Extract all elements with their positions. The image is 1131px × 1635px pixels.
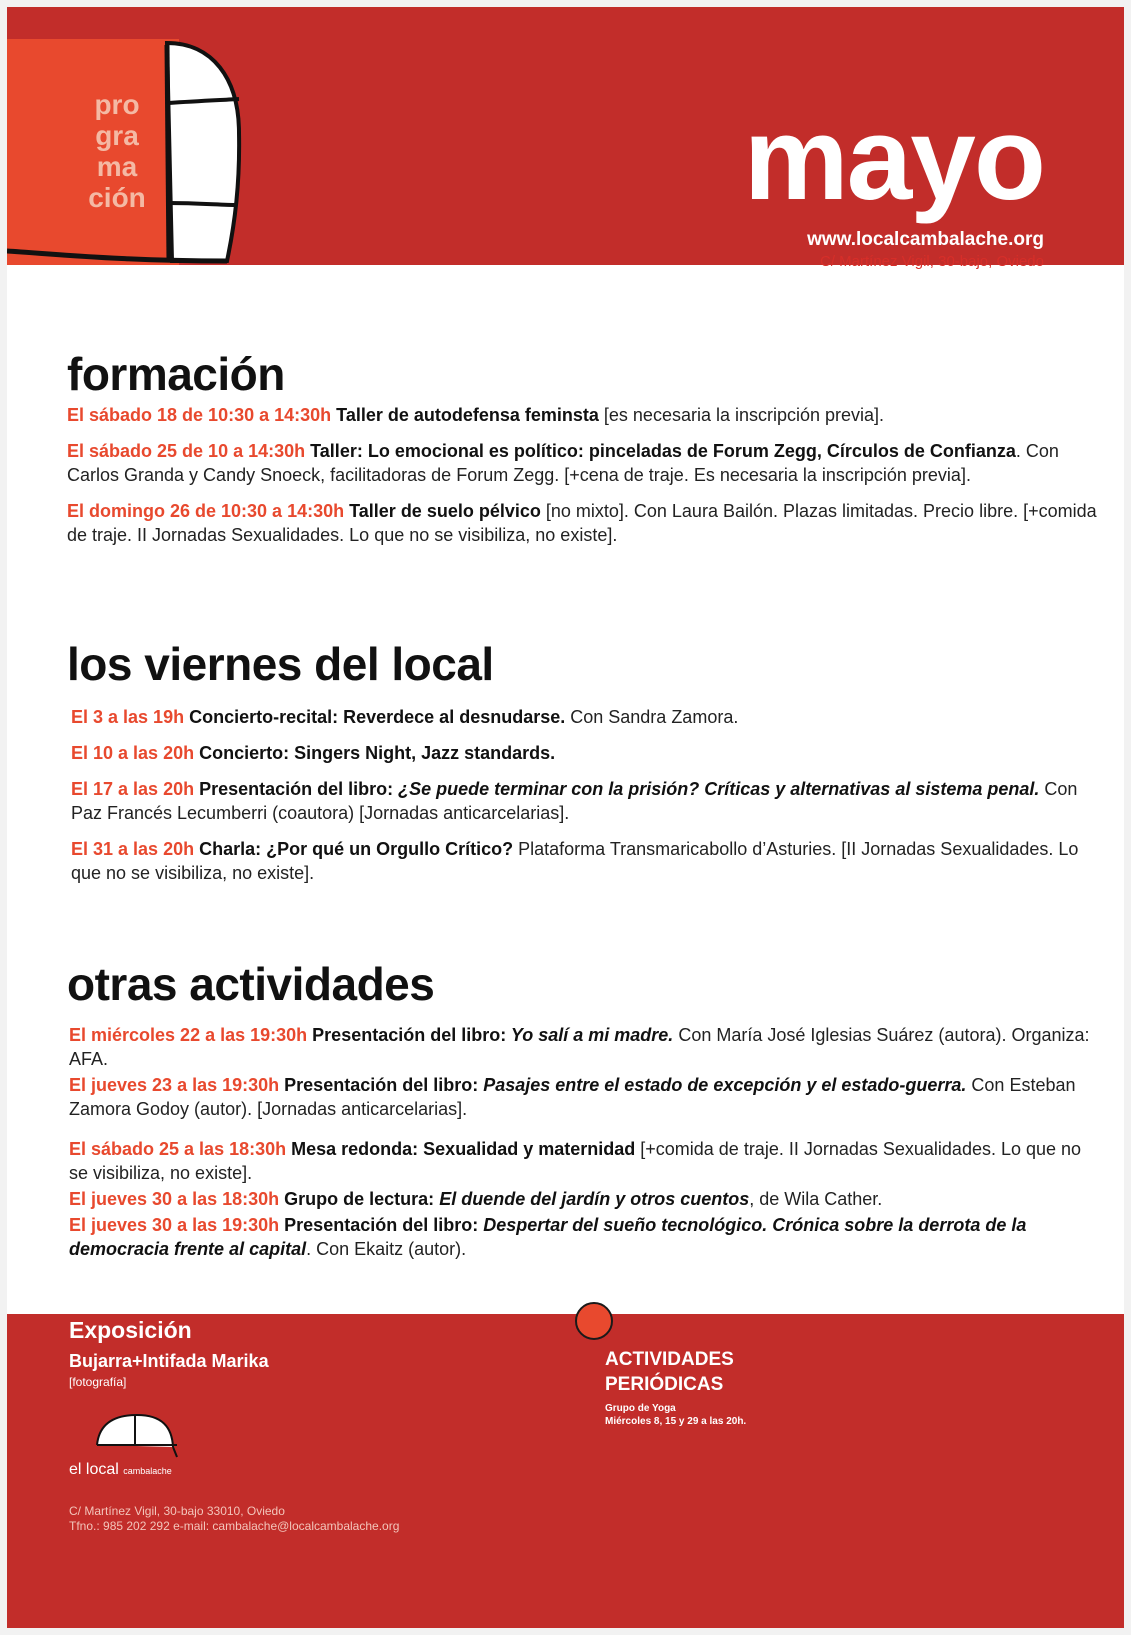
periodicas-text [605,1402,746,1428]
periodicas-heading [605,1347,734,1397]
exposicion-heading: Exposición [69,1317,192,1343]
list-item [71,705,1101,729]
item-rest: [es necesaria la inscripción previa]. [598,405,885,425]
item-rest: Con Sandra Zamora. [565,707,739,727]
item-title: Taller de autodefensa feminsta [336,405,599,425]
list-item [67,499,1097,547]
item-when: El sábado 25 de 10 a 14:30h [67,441,306,461]
item-rest: , de Wila Cather. [749,1189,883,1209]
local-name-main: el local [69,1461,119,1478]
item-when: El jueves 30 a las 19:30h [69,1215,280,1235]
item-rest: . Con Carlos Granda y Candy Snoeck, facilitadoras de Forum Zegg. [+cena de traje. Es necesaria la inscripción previa]. [67,441,1059,485]
item-when: El domingo 26 de 10:30 a 14:30h [67,501,345,521]
list-item [71,777,1101,825]
item-when: El 17 a las 20h [71,779,195,799]
item-title: Presentación del libro: [199,779,394,799]
periodicas-item: Grupo de Yoga [605,1403,676,1414]
section-title-otras: otras actividades [67,958,435,1010]
item-title: Concierto: Singers Night, Jazz standards. [199,743,556,763]
item-italic: Despertar del sueño tecnológico. Crónica sobre la derrota de la democracia frente al capital [69,1215,1027,1259]
header-address: C/ Martínez Vigil, 30-bajo, Oviedo [820,253,1044,270]
prog-line: pro [94,89,140,120]
item-title: Mesa redonda: Sexualidad y maternidad [291,1139,636,1159]
list-item [67,403,1097,427]
item-rest: [no mixto]. Con Laura Bailón. Plazas limitadas. Precio libre. [+comida de traje. II Jornadas Sexualidades. Lo que no se visibiliza, no existe]. [67,501,1097,545]
footer-contact-line: Tfno.: 985 202 292 e-mail: cambalache@localcambalache.org [69,1519,400,1533]
item-title: Presentación del libro: [284,1215,479,1235]
item-title: Concierto-recital: Reverdece al desnudarse. [189,707,566,727]
periodicas-line: PERIÓDICAS [605,1374,724,1395]
list-item [71,741,1101,765]
item-when: El miércoles 22 a las 19:30h [69,1025,308,1045]
circle-icon [575,1302,613,1340]
formacion-list [67,403,1097,559]
footer-address-line: C/ Martínez Vigil, 30-bajo 33010, Oviedo [69,1504,285,1518]
list-item [69,1137,1099,1185]
periodicas-item: Miércoles 8, 15 y 29 a las 20h. [605,1416,747,1427]
item-title: Presentación del libro: [312,1025,507,1045]
viernes-list [71,705,1101,897]
exposicion-subtitle: [fotografía] [69,1375,127,1389]
local-logo-icon [67,1405,187,1461]
item-when: El 10 a las 20h [71,743,195,763]
list-item [69,1023,1099,1071]
item-when: El 31 a las 20h [71,839,195,859]
item-italic: Yo salí a mi madre. [506,1025,674,1045]
item-when: El jueves 23 a las 19:30h [69,1075,280,1095]
item-title: Charla: ¿Por qué un Orgullo Crítico? [199,839,514,859]
periodicas-line: ACTIVIDADES [605,1349,734,1370]
poster [7,7,1124,1628]
item-when: El sábado 25 a las 18:30h [69,1139,287,1159]
list-item [69,1187,1099,1211]
otras-list [69,1023,1099,1263]
list-item [69,1213,1099,1261]
section-title-formacion: formación [67,348,285,400]
item-title: Taller: Lo emocional es político: pinceladas de Forum Zegg, Círculos de Confianza [310,441,1016,461]
item-rest: . Con Ekaitz (autor). [306,1239,467,1259]
footer-address [69,1504,399,1534]
local-name [69,1461,172,1479]
prog-line: gra [95,120,139,151]
month-title: mayo [743,93,1044,225]
prog-line: ma [96,151,138,182]
item-rest: Con Paz Francés Lecumberri (coautora) [Jornadas anticarcelarias]. [71,779,1078,823]
local-name-small: cambalache [123,1466,172,1476]
list-item [71,837,1101,885]
item-rest: Plataforma Transmaricabollo d’Asturies. [II Jornadas Sexualidades. Lo que no se visibiliza, no existe]. [71,839,1079,883]
item-italic: El duende del jardín y otros cuentos [434,1189,750,1209]
item-rest: Con Esteban Zamora Godoy (autor). [Jornadas anticarcelarias]. [69,1075,1076,1119]
item-title: Grupo de lectura: [284,1189,435,1209]
item-rest: [+comida de traje. II Jornadas Sexualidades. Lo que no se visibiliza, no existe]. [69,1139,1082,1183]
item-title: Taller de suelo pélvico [349,501,541,521]
item-rest: Con María José Iglesias Suárez (autora). Organiza: AFA. [69,1025,1090,1069]
item-when: El sábado 18 de 10:30 a 14:30h [67,405,332,425]
item-title: Presentación del libro: [284,1075,479,1095]
item-italic: ¿Se puede terminar con la prisión? Críticas y alternativas al sistema penal. [393,779,1040,799]
programacion-label [77,89,157,213]
item-when: El 3 a las 19h [71,707,185,727]
list-item [69,1073,1099,1121]
item-italic: Pasajes entre el estado de excepción y el estado-guerra. [478,1075,967,1095]
prog-line: ción [88,182,146,213]
section-title-viernes: los viernes del local [67,638,494,690]
exposicion-title: Bujarra+Intifada Marika [69,1351,269,1371]
list-item [67,439,1097,487]
website-link[interactable]: www.localcambalache.org [807,229,1044,250]
item-when: El jueves 30 a las 18:30h [69,1189,280,1209]
